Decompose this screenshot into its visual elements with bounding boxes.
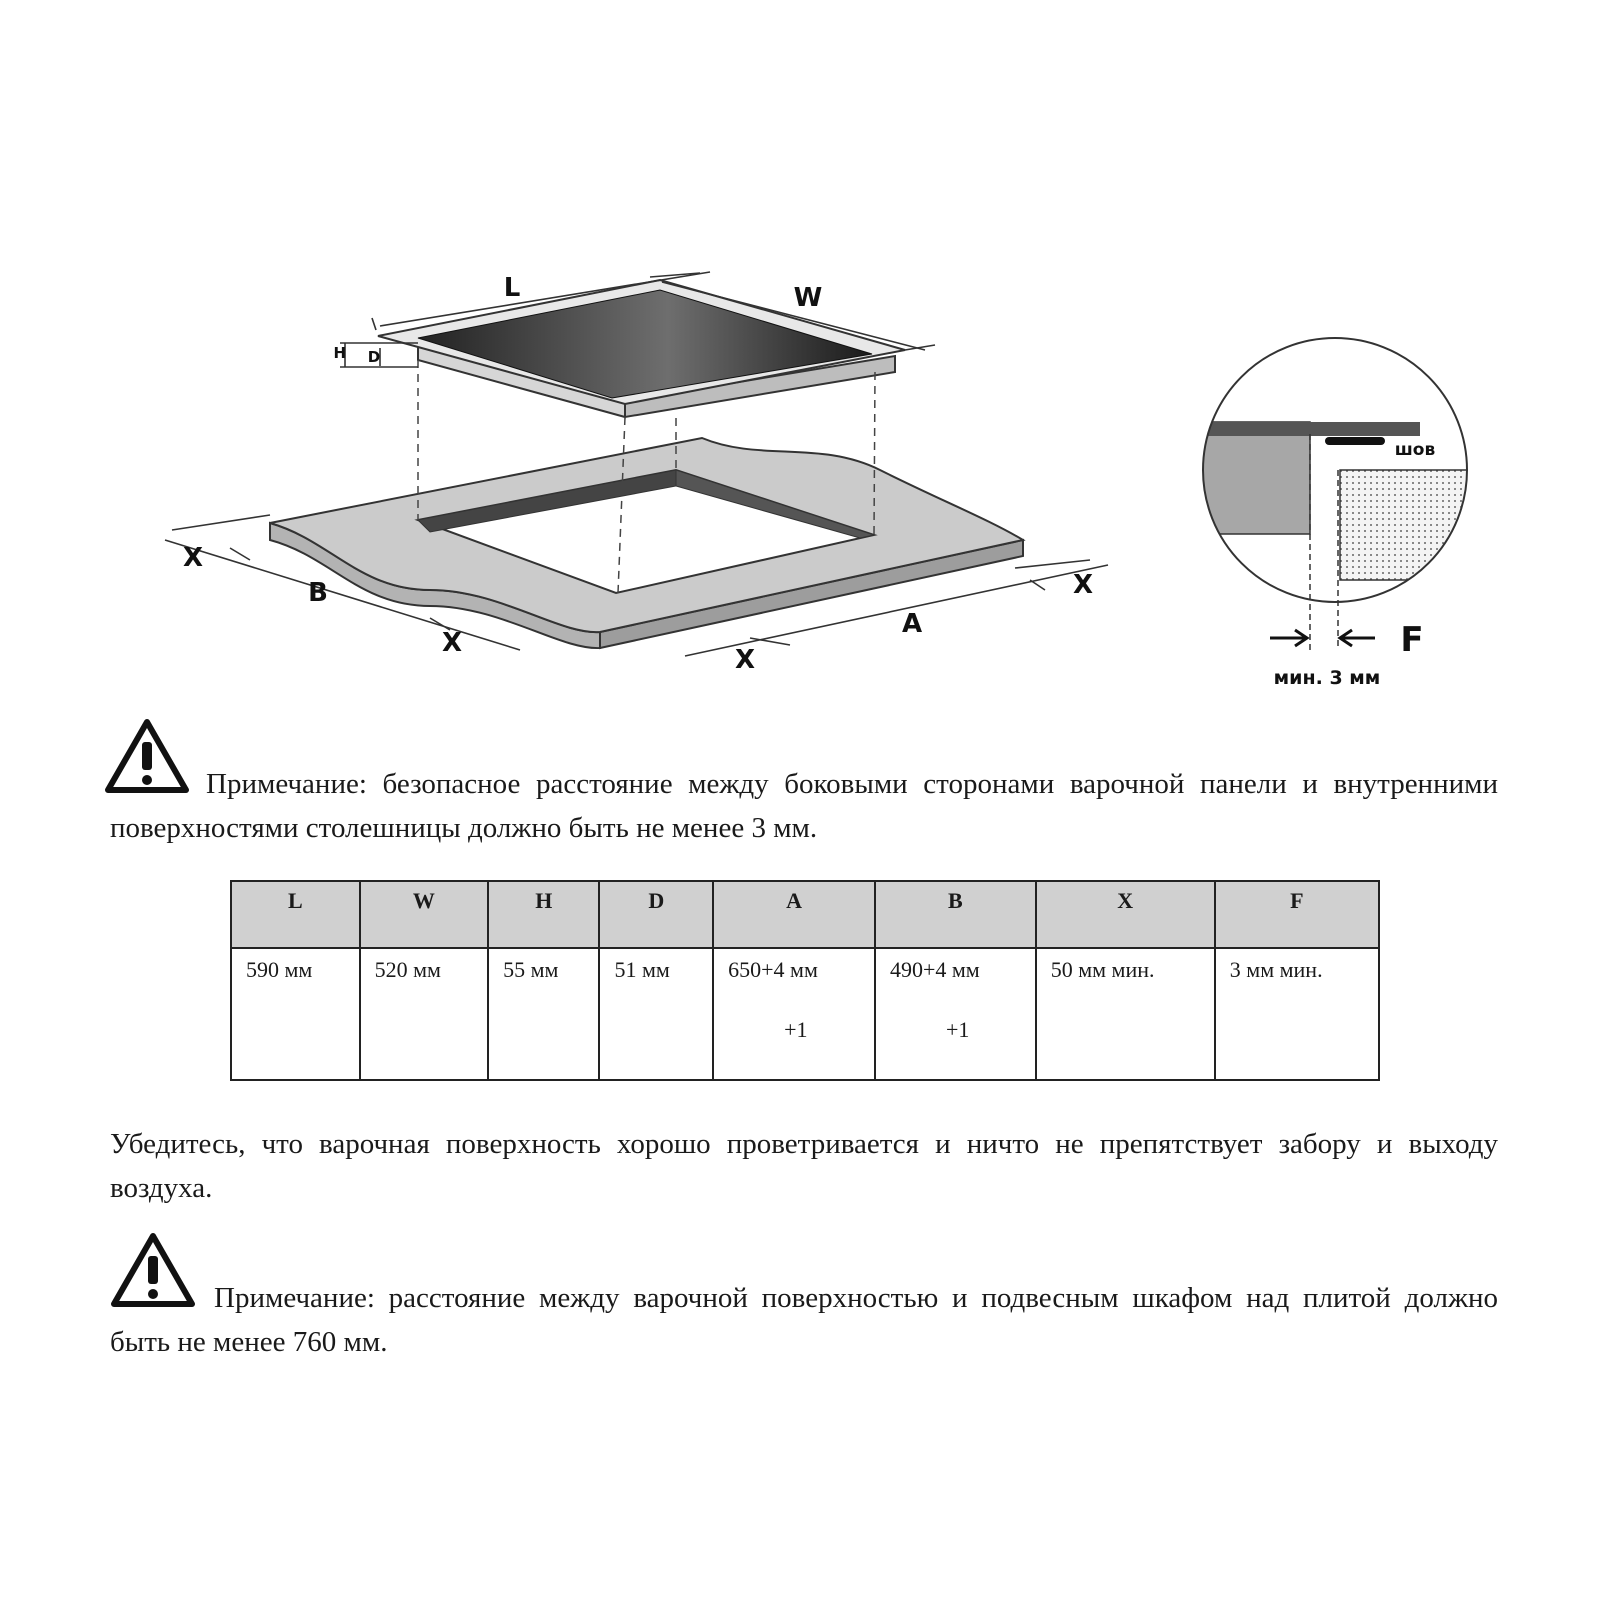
header-F: F [1215, 881, 1379, 948]
table-header-row [231, 881, 1379, 948]
value-L [231, 948, 360, 1080]
value-D-text: 51 мм [614, 957, 670, 982]
header-X: X [1036, 881, 1215, 948]
label-X-left: X [182, 543, 204, 573]
header-A: A [713, 881, 875, 948]
table-row [231, 948, 1379, 1080]
label-A: A [901, 609, 923, 639]
label-seam: шов [1394, 440, 1436, 460]
label-min-gap: мин. 3 мм [1273, 667, 1381, 689]
header-B: B [875, 881, 1036, 948]
header-L: L [231, 881, 360, 948]
note-safe-distance [110, 762, 1498, 850]
value-D [599, 948, 713, 1080]
label-D: D [367, 348, 381, 366]
seam-mark [1325, 437, 1385, 445]
value-B-text: 490+4 мм [889, 957, 980, 982]
header-W: W [360, 881, 489, 948]
value-W [360, 948, 489, 1080]
dimensions-table [230, 880, 1380, 1081]
value-B-tolerance: +1 [945, 1017, 970, 1042]
installation-diagram [0, 0, 1600, 720]
value-L-text: 590 мм [246, 957, 313, 982]
value-H [488, 948, 599, 1080]
value-X-text: 50 мм мин. [1050, 957, 1155, 982]
value-F-text: 3 мм мин. [1229, 957, 1323, 982]
hob-panel [378, 280, 905, 417]
label-X-bottom: X [734, 645, 756, 675]
note-safe-distance-text: Примечание: безопасное расстояние между боковыми сторонами варочной панели и внутренними поверхностями столешницы должно быть не менее 3 мм. [110, 768, 1498, 844]
ventilation-paragraph: Убедитесь, что варочная поверхность хорошо проветривается и ничто не препятствует забору и выходу воздуха. [110, 1128, 1498, 1204]
value-H-text: 55 мм [503, 957, 559, 982]
label-W: W [793, 283, 823, 313]
value-W-text: 520 мм [374, 957, 441, 982]
header-D: D [599, 881, 713, 948]
label-X-right: X [1072, 570, 1094, 600]
value-A [713, 948, 875, 1080]
value-X [1036, 948, 1215, 1080]
note-cabinet-distance [110, 1276, 1498, 1364]
label-F: F [1400, 620, 1424, 660]
label-X-front: X [441, 628, 463, 658]
label-L: L [503, 273, 521, 303]
label-B: B [308, 578, 328, 608]
value-A-text: 650+4 мм [728, 957, 818, 982]
value-B [875, 948, 1036, 1080]
header-H: H [488, 881, 599, 948]
value-F [1215, 948, 1379, 1080]
label-H: H [333, 344, 346, 362]
value-A-tolerance: +1 [784, 1017, 808, 1042]
detail-circle [1200, 338, 1480, 650]
note-cabinet-distance-text: Примечание: расстояние между варочной поверхностью и подвесным шкафом над плитой должно быть не менее 760 мм. [110, 1282, 1498, 1358]
